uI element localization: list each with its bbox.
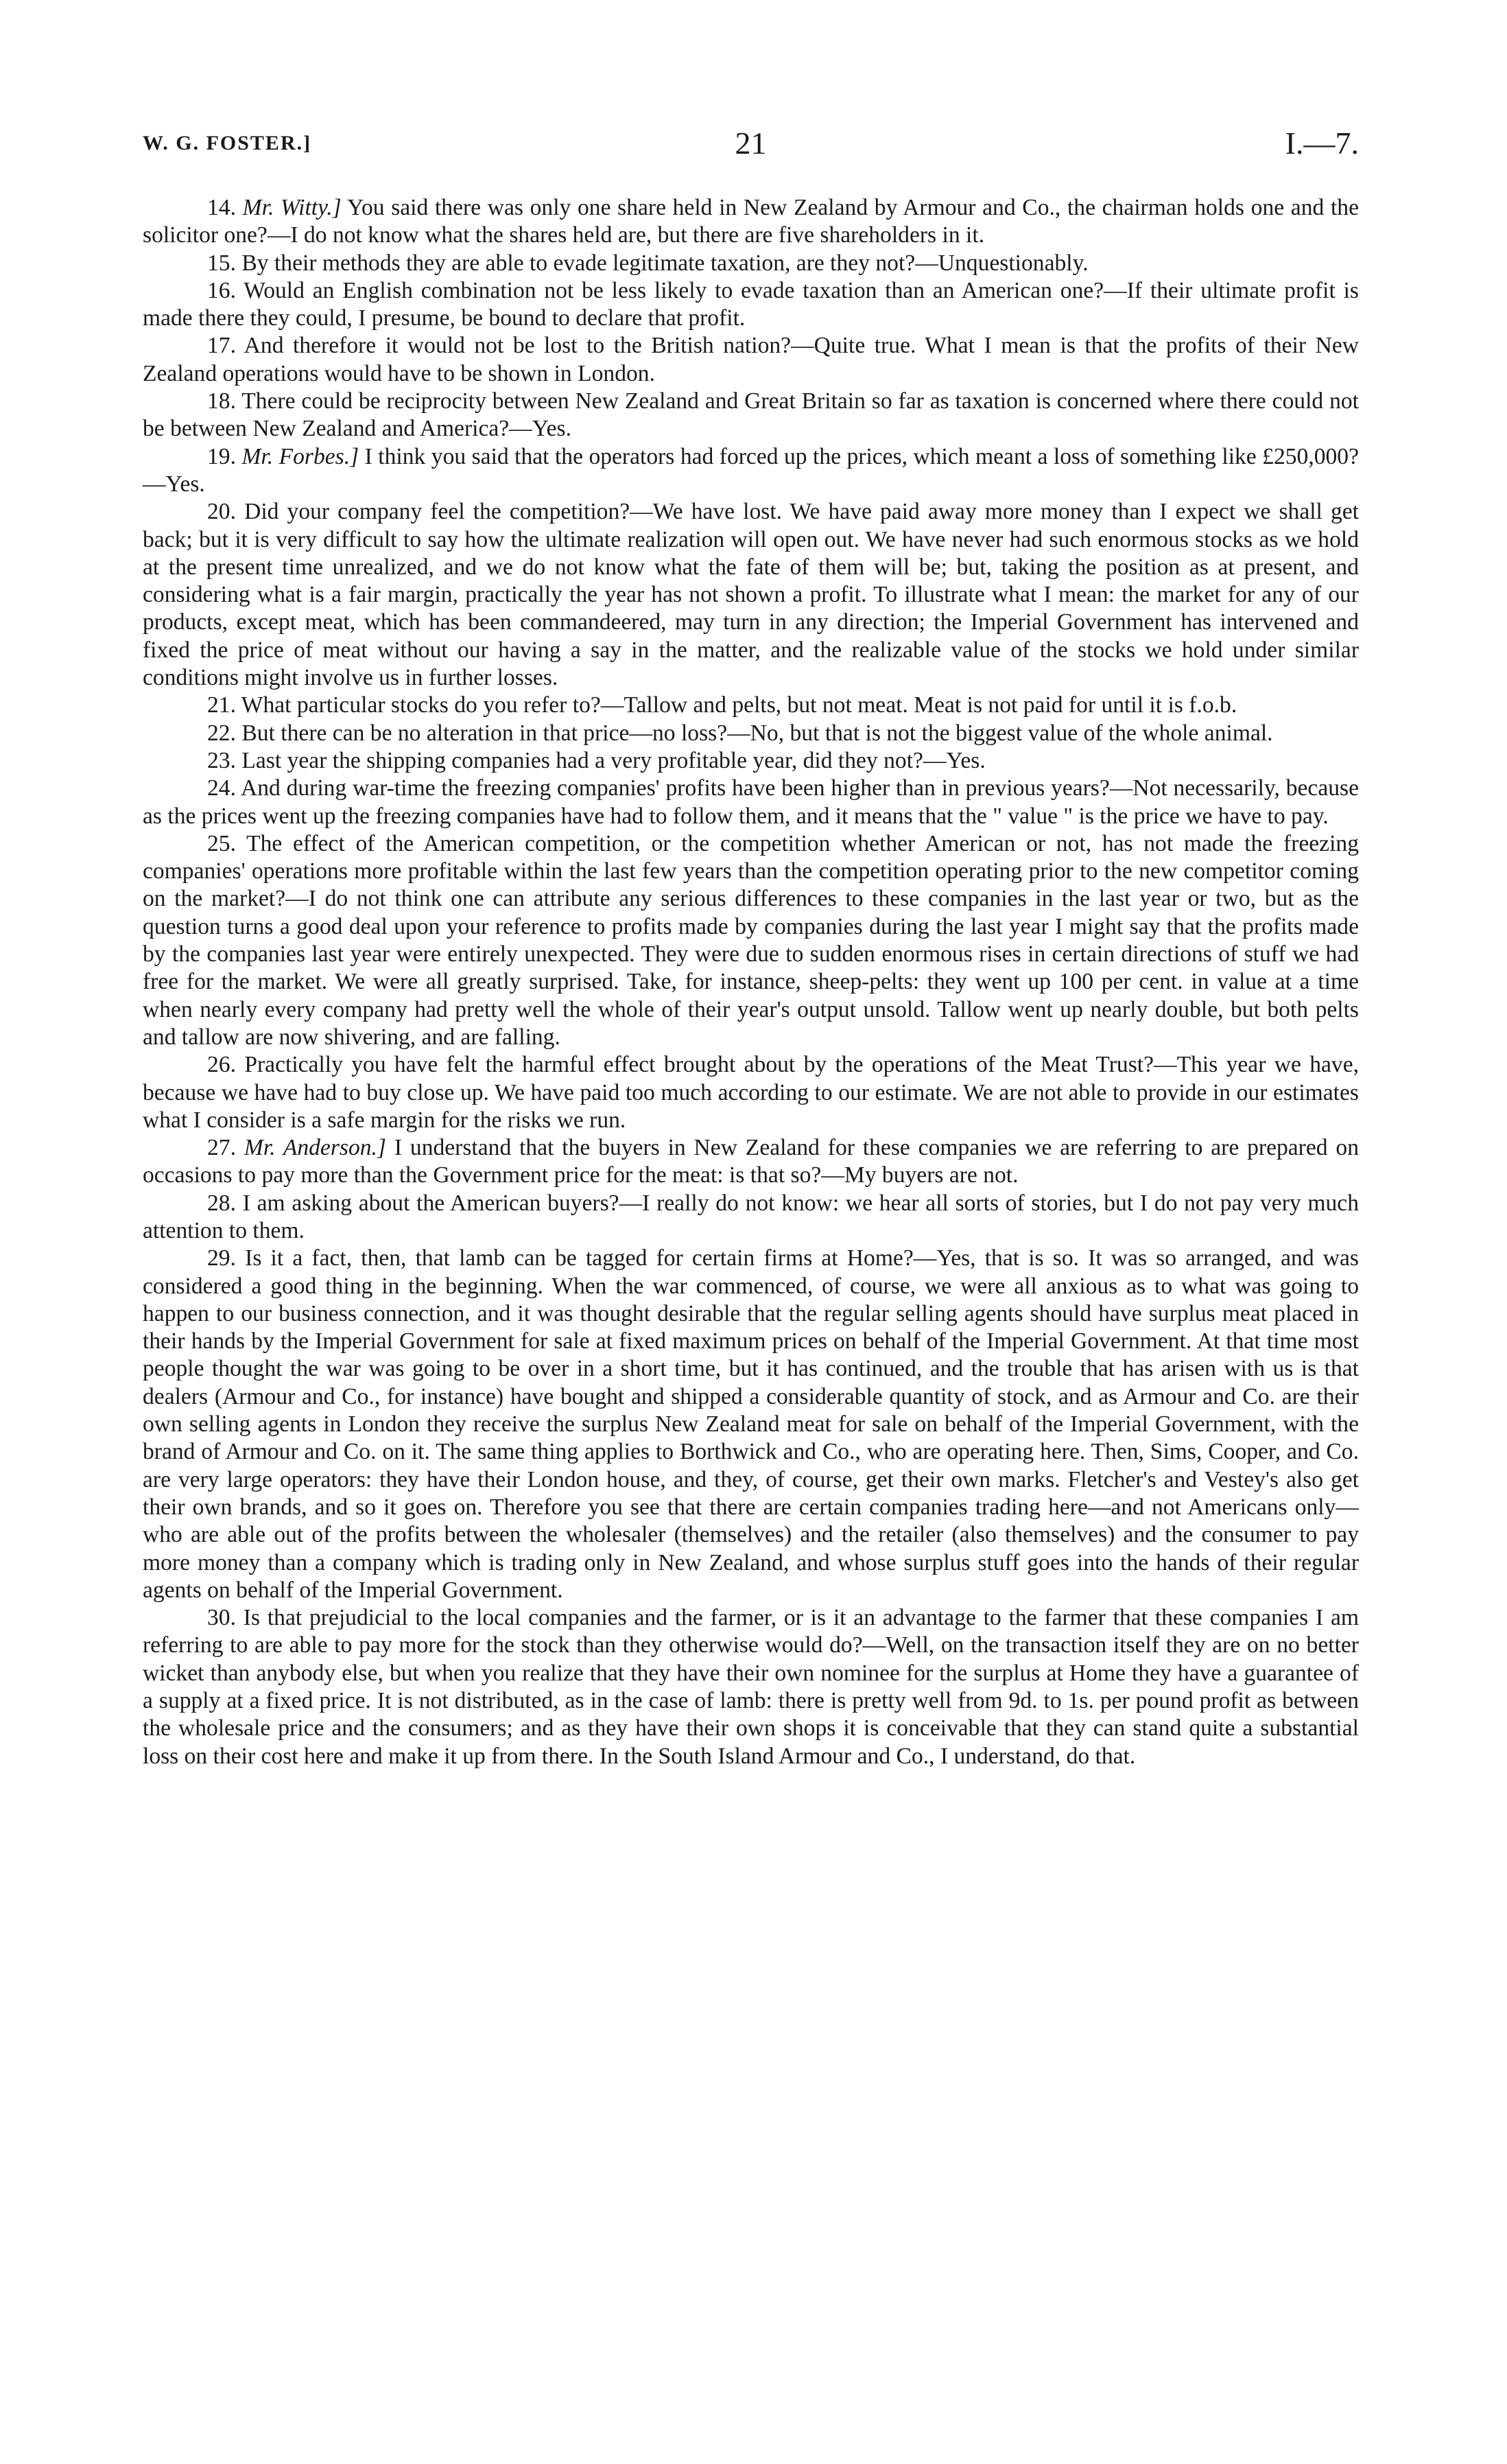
question-paragraph bbox=[143, 720, 1359, 747]
question-answer-text: Is it a fact, then, that lamb can be tagged for certain firms at Home?—Yes, that is so. It was so arranged, and was considered a good thing in the beginning. When the war commenced, of course, we were all anxious as to what was going to happen to our business connection, and it was thought desirable that the regular selling agents should have surplus meat placed in their hands by the Imperial Government for sale at fixed maximum prices on behalf of the Imperial Government. At that time most people thought the war was going to be over in a short time, but it has continued, and the trouble that has arisen with us is that dealers (Armour and Co., for instance) have bought and shipped a considerable quantity of stock, and as Armour and Co. are their own selling agents in London they receive the surplus New Zealand meat for sale on behalf of the Imperial Government, with the brand of Armour and Co. on it. The same thing applies to Borthwick and Co., who are operating here. Then, Sims, Cooper, and Co. are very large operators: they have their London house, and they, of course, get their own marks. Fletcher's and Vestey's also get their own brands, and so it goes on. Therefore you see that there are certain companies trading here—and not Americans only—who are able out of the profits between the wholesaler (themselves) and the retailer (also themselves) and the consumer to pay more money than a company which is trading only in New Zealand, and whose surplus stuff goes into the hands of their regular agents on behalf of the Imperial Government. bbox=[143, 1245, 1359, 1603]
question-number: 14. bbox=[207, 195, 236, 220]
question-number: 21. bbox=[207, 692, 236, 718]
question-paragraph bbox=[143, 277, 1359, 333]
question-answer-text: Would an English combination not be less likely to evade taxation than an American one?—If their ultimate profit is made there they could, I presume, be bound to declare that profit. bbox=[143, 277, 1359, 331]
question-paragraph bbox=[143, 1134, 1359, 1190]
question-paragraph bbox=[143, 1245, 1359, 1604]
question-paragraph bbox=[143, 332, 1359, 388]
document-reference: I.—7. bbox=[1285, 126, 1359, 161]
header-witness-name: W. G. FOSTER.] bbox=[143, 132, 312, 154]
question-number: 29. bbox=[207, 1245, 236, 1271]
question-number: 16. bbox=[207, 277, 236, 303]
question-paragraph bbox=[143, 388, 1359, 443]
question-number: 15. bbox=[207, 250, 236, 276]
question-paragraph bbox=[143, 1190, 1359, 1245]
speaker-name: Mr. Forbes.] bbox=[241, 443, 359, 469]
question-paragraph bbox=[143, 443, 1359, 499]
question-answer-text: I understand that the buyers in New Zealand for these companies we are referring to are prepared on occasions to pay more than the Government price for the meat: is that so?—My buyers are not. bbox=[143, 1135, 1359, 1188]
evidence-body bbox=[143, 194, 1359, 1770]
question-answer-text: And therefore it would not be lost to the British nation?—Quite true. What I mean is that the profits of their New Zealand operations would have to be shown in London. bbox=[143, 333, 1359, 386]
question-answer-text: Did your company feel the competition?—We have lost. We have paid away more money than I expect we shall get back; but it is very difficult to say how the ultimate realization will open out. We have never had such enormous stocks as we hold at the present time unrealized, and we do not know what the fate of them will be; but, taking the position as at present, and considering what is a fair margin, practically the year has not shown a profit. To illustrate what I mean: the market for any of our products, except meat, which has been commandeered, may turn in any direction; the Imperial Government has intervened and fixed the price of meat without our having a say in the matter, and the realizable value of the stocks we hold under similar conditions might involve us in further losses. bbox=[143, 499, 1359, 691]
question-answer-text: There could be reciprocity between New Zealand and Great Britain so far as taxation is concerned where there could not be between New Zealand and America?—Yes. bbox=[143, 388, 1359, 442]
question-number: 20. bbox=[207, 499, 236, 525]
question-paragraph bbox=[143, 747, 1359, 775]
question-number: 23. bbox=[207, 747, 236, 773]
question-answer-text: Last year the shipping companies had a very profitable year, did they not?—Yes. bbox=[241, 747, 986, 773]
speaker-name: Mr. Witty.] bbox=[242, 195, 342, 220]
question-paragraph bbox=[143, 194, 1359, 250]
question-paragraph bbox=[143, 498, 1359, 692]
question-number: 25. bbox=[207, 830, 236, 856]
page-header bbox=[143, 122, 1359, 163]
question-number: 22. bbox=[207, 720, 236, 746]
question-number: 19. bbox=[207, 443, 236, 469]
question-paragraph bbox=[143, 775, 1359, 830]
speaker-name: Mr. Anderson.] bbox=[244, 1135, 386, 1161]
question-paragraph bbox=[143, 692, 1359, 719]
question-number: 26. bbox=[207, 1052, 236, 1078]
question-number: 17. bbox=[207, 333, 236, 359]
question-number: 27. bbox=[207, 1135, 236, 1161]
question-answer-text: What particular stocks do you refer to?—Tallow and pelts, but not meat. Meat is not paid for until it is f.o.b. bbox=[241, 692, 1237, 718]
question-answer-text: Practically you have felt the harmful effect brought about by the operations of the Meat Trust?—This year we have, because we have had to buy close up. We have paid too much according to our estimate. We are not able to provide in our estimates what I consider is a safe margin for the risks we run. bbox=[143, 1052, 1359, 1133]
question-answer-text: I think you said that the operators had forced up the prices, which meant a loss of something like £250,000?—Yes. bbox=[143, 443, 1359, 497]
question-answer-text: Is that prejudicial to the local companies and the farmer, or is it an advantage to the farmer that these companies I am referring to are able to pay more for the stock than they otherwise would do?—Well, on the transaction itself they are on no better wicket than anybody else, but when you realize that they have their own nominee for the surplus at Home they have a guarantee of a supply at a fixed price. It is not distributed, as in the case of lamb: there is pretty well from 9d. to 1s. per pound profit as between the wholesale price and the consumers; and as they have their own shops it is conceivable that they can stand quite a substantial loss on their cost here and make it up from there. In the South Island Armour and Co., I understand, do that. bbox=[143, 1605, 1359, 1769]
question-answer-text: By their methods they are able to evade legitimate taxation, are they not?—Unquestionably. bbox=[241, 250, 1089, 276]
question-number: 24. bbox=[207, 775, 236, 801]
question-number: 30. bbox=[207, 1605, 236, 1631]
question-answer-text: But there can be no alteration in that price—no loss?—No, but that is not the biggest value of the whole animal. bbox=[241, 720, 1273, 746]
question-answer-text: And during war-time the freezing companies' profits have been higher than in previous years?—Not necessarily, because as the prices went up the freezing companies have had to follow them, and it means that the " value " is the price we have to pay. bbox=[143, 775, 1359, 829]
question-answer-text: The effect of the American competition, or the competition whether American or not, has not made the freezing companies' operations more profitable within the last few years than the competition operating prior to the new competitor coming on the market?—I do not think one can attribute any serious differences to these companies in the last year or two, but as the question turns a good deal upon your reference to profits made by companies during the last year I might say that the profits made by the companies last year were entirely unexpected. They were due to sudden enormous rises in certain directions of stuff we had free for the market. We were all greatly surprised. Take, for instance, sheep-pelts: they went up 100 per cent. in value at a time when nearly every company had pretty well the whole of their year's output unsold. Tallow went up nearly double, but both pelts and tallow are now shivering, and are falling. bbox=[143, 830, 1359, 1050]
question-paragraph bbox=[143, 1604, 1359, 1770]
question-answer-text: I am asking about the American buyers?—I really do not know: we hear all sorts of stories, but I do not pay very much attention to them. bbox=[143, 1190, 1360, 1243]
question-number: 28. bbox=[207, 1190, 236, 1216]
question-answer-text: You said there was only one share held in New Zealand by Armour and Co., the chairman holds one and the solicitor one?—I do not know what the shares held are, but there are five shareholders in it. bbox=[143, 195, 1359, 248]
question-paragraph bbox=[143, 1051, 1359, 1134]
question-paragraph bbox=[143, 830, 1359, 1051]
question-number: 18. bbox=[207, 388, 236, 414]
question-paragraph bbox=[143, 250, 1359, 277]
page-number: 21 bbox=[735, 126, 767, 161]
